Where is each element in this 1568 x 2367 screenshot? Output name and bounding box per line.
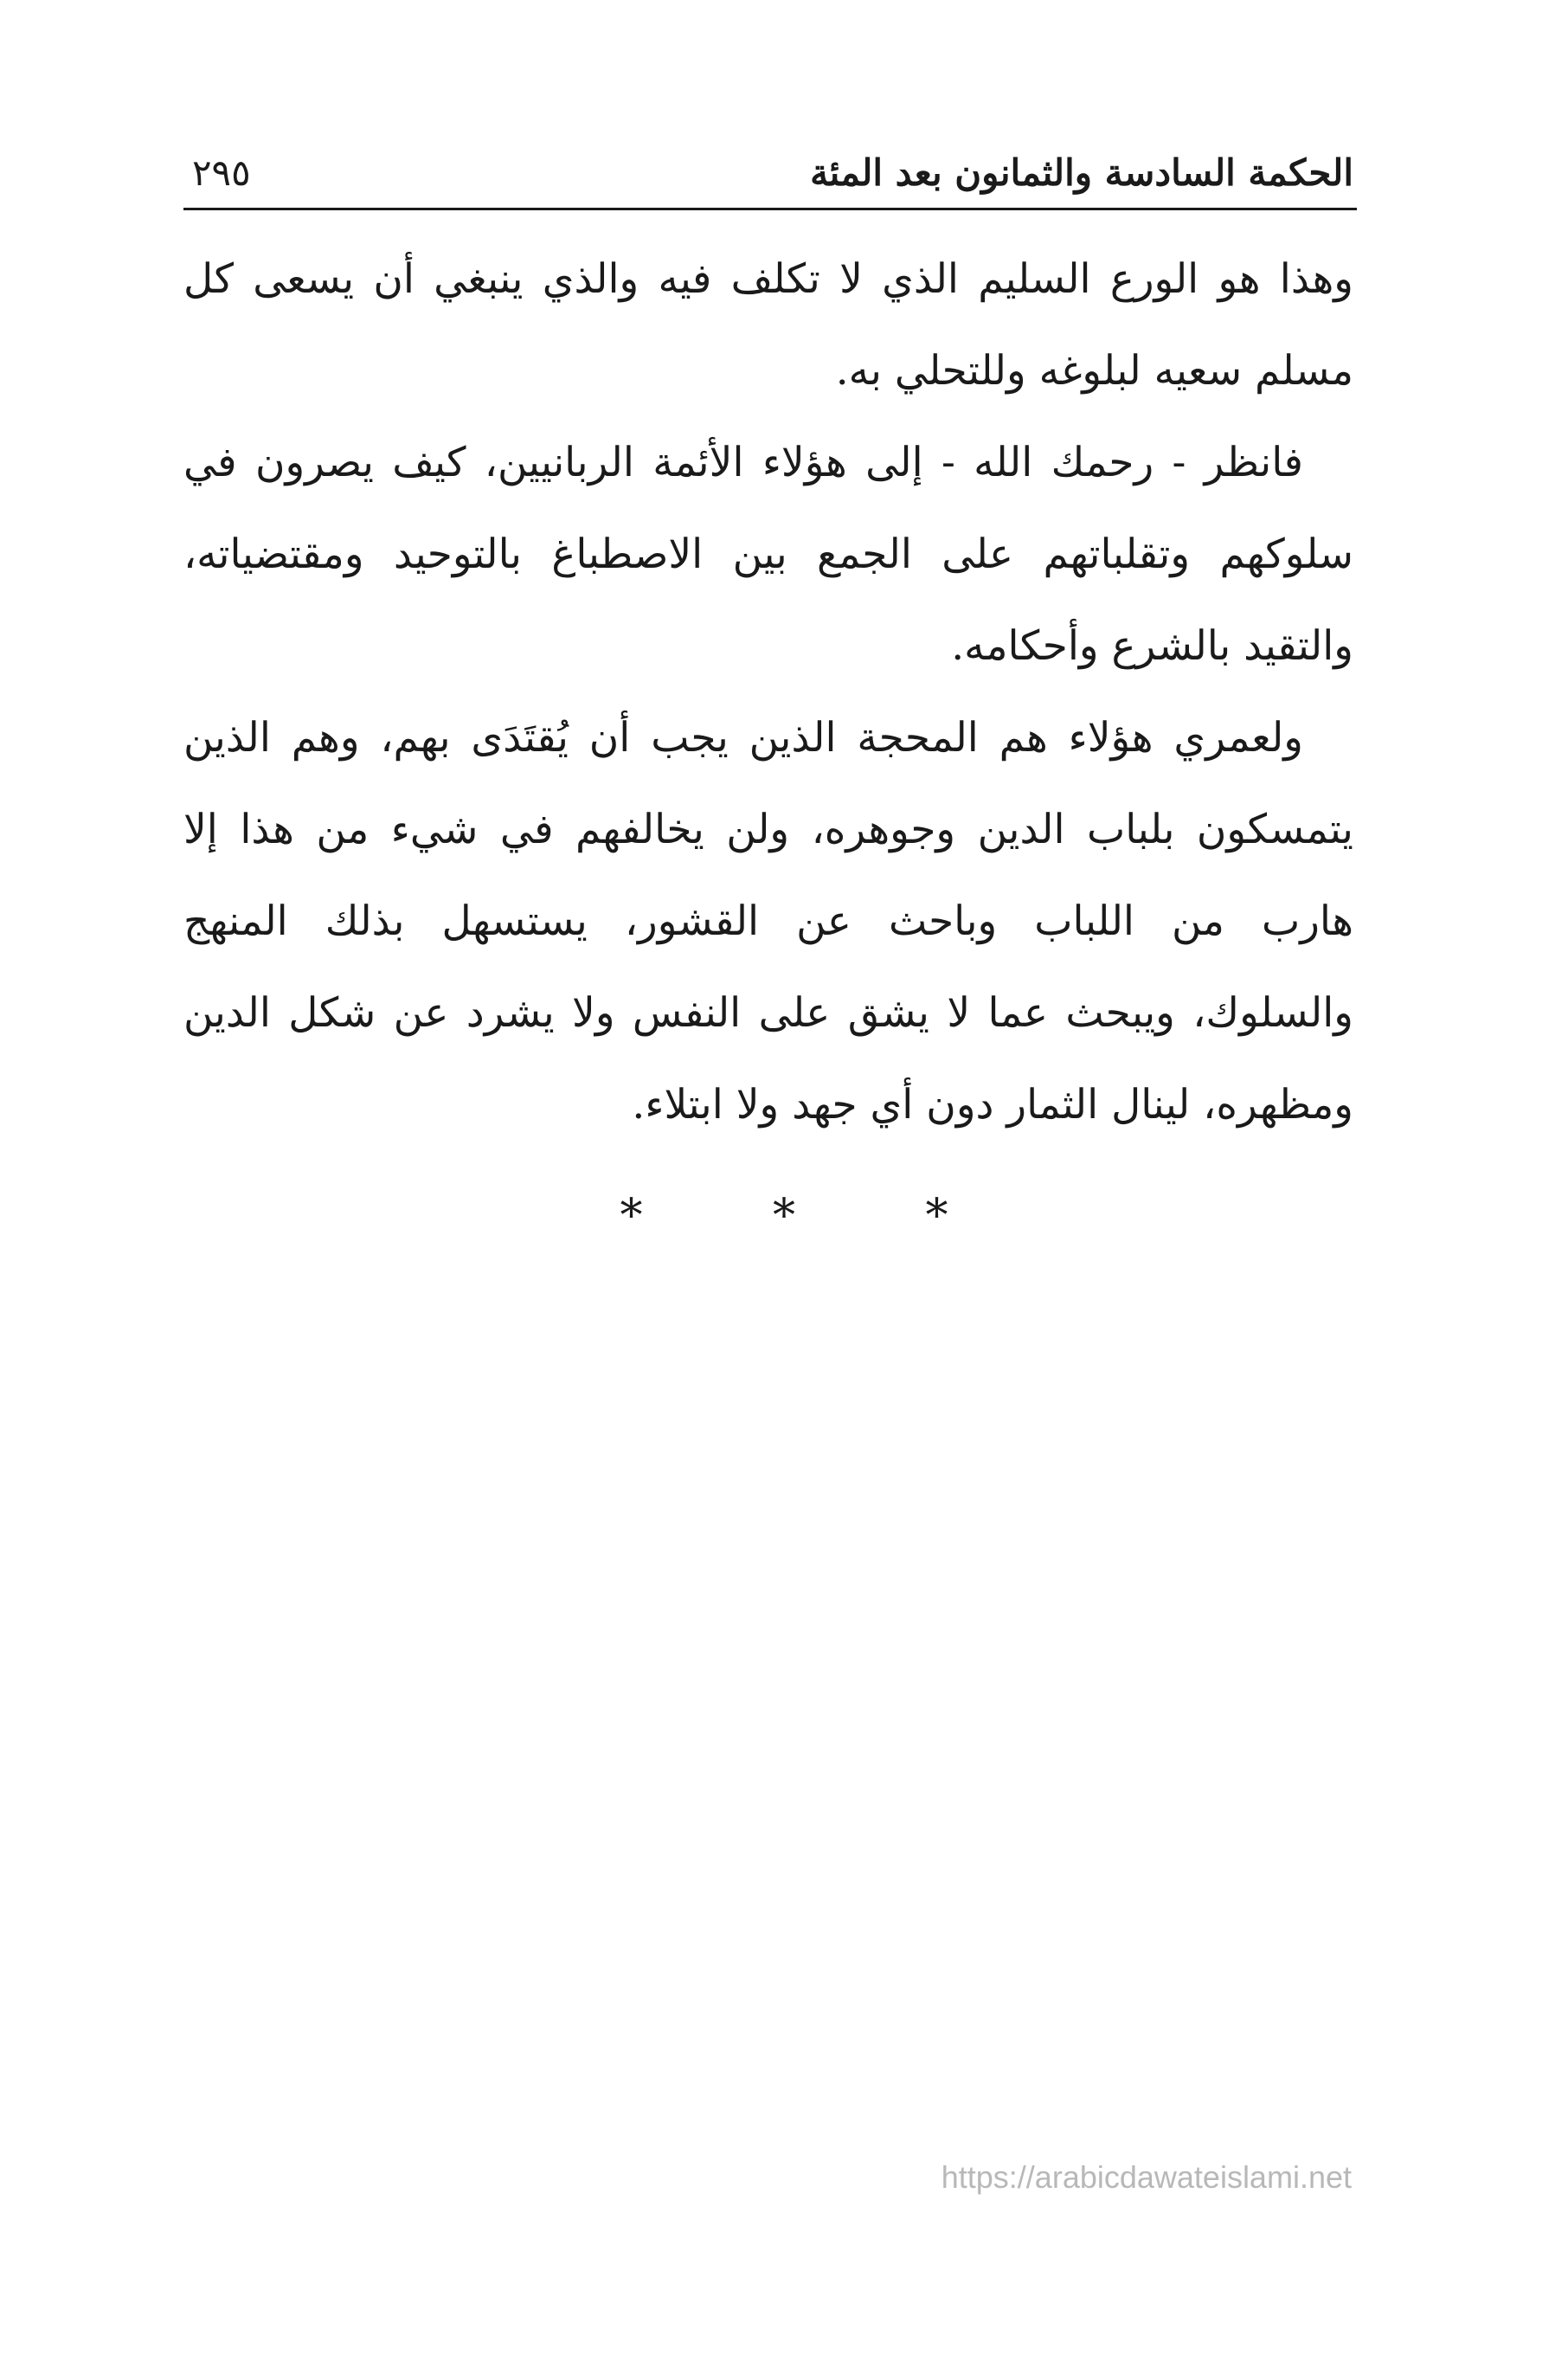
asterisk-ornament: * xyxy=(773,1190,795,1242)
text-line: فانظر - رحمك الله - إلى هؤلاء الأئمة الربانيين، كيف يصرون في xyxy=(183,439,1303,486)
text-line: ومظهره، لينال الثمار دون أي جهد ولا ابتلاء. xyxy=(632,1081,1353,1129)
page-header xyxy=(183,143,1353,203)
website-watermark: https://arabicdawateislami.net xyxy=(941,2159,1352,2195)
paragraph xyxy=(183,692,1353,1151)
section-separator xyxy=(0,1186,1568,1246)
paragraph xyxy=(183,234,1353,417)
text-line: هارب من اللباب وباحث عن القشور، يستسهل بذلك المنهج xyxy=(183,897,1353,945)
text-line: والسلوك، ويبحث عما لا يشق على النفس ولا يشرد عن شكل الدين xyxy=(183,989,1353,1037)
asterisk-ornament: * xyxy=(620,1190,643,1242)
text-line: والتقيد بالشرع وأحكامه. xyxy=(951,622,1353,670)
header-rule xyxy=(183,208,1357,210)
body-text xyxy=(183,234,1353,1151)
text-line: مسلم سعيه لبلوغه وللتحلي به. xyxy=(835,347,1353,395)
text-line: يتمسكون بلباب الدين وجوهره، ولن يخالفهم في شيء من هذا إلا xyxy=(183,806,1353,853)
running-title: الحكمة السادسة والثمانون بعد المئة xyxy=(810,151,1353,194)
paragraph xyxy=(183,417,1353,692)
asterisk-ornament: * xyxy=(925,1190,948,1242)
text-line: وهذا هو الورع السليم الذي لا تكلف فيه والذي ينبغي أن يسعى كل xyxy=(183,255,1353,303)
page-number: ٢٩٥ xyxy=(192,151,251,194)
text-line: سلوكهم وتقلباتهم على الجمع بين الاصطباغ بالتوحيد ومقتضياته، xyxy=(183,531,1353,578)
text-line: ولعمري هؤلاء هم المحجة الذين يجب أن يُقتَدَى بهم، وهم الذين xyxy=(183,714,1303,762)
